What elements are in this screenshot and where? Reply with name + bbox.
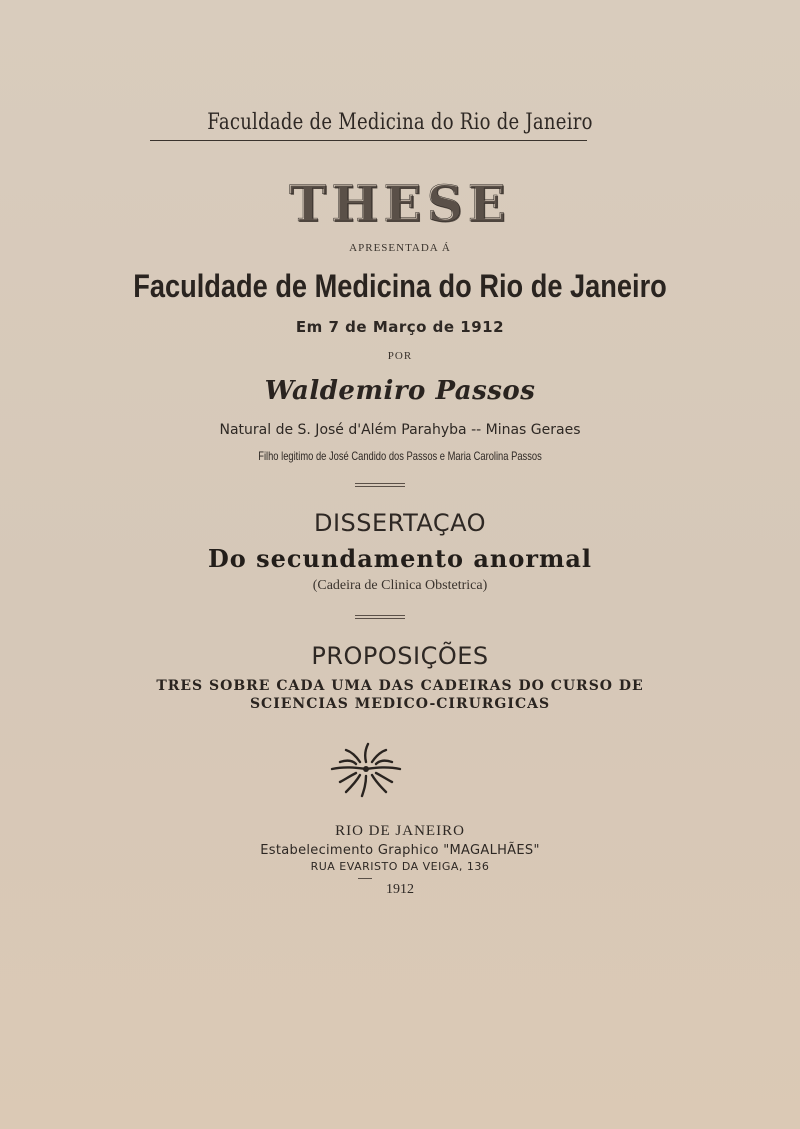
propositions-line-2: SCIENCIAS MEDICO-CIRURGICAS [249,696,551,712]
presentation-date: Em 7 de Março de 1912 [295,318,505,336]
section-divider [355,615,405,619]
author-name: Waldemiro Passos [264,376,536,406]
institution-header: Faculdade de Medicina do Rio de Janeiro [207,110,593,135]
year-rule [358,878,372,879]
author-origin: Natural de S. José d'Além Parahyba -- Minas Geraes [219,422,581,438]
imprint-printer: Estabelecimento Graphico "MAGALHÃES" [260,843,540,858]
dissertation-chair: (Cadeira de Clinica Obstetrica) [312,578,488,593]
presented-to-label: APRESENTADA Á [349,242,451,254]
header-rule [150,140,587,141]
author-parents: Filho legitimo de José Candido dos Passos e Maria Carolina Passos [258,449,542,463]
document-title: THESE [289,174,511,233]
dissertation-heading: DISSERTAÇAO [313,509,487,537]
imprint-year: 1912 [386,882,414,897]
propositions-text [0,677,800,713]
floral-ornament-icon [326,740,406,800]
section-divider [355,483,405,487]
by-label: POR [387,350,413,362]
dissertation-subject: Do secundamento anormal [207,544,593,573]
propositions-heading: PROPOSIÇÕES [311,642,489,670]
faculty-name: Faculdade de Medicina do Rio de Janeiro [133,268,667,304]
imprint-address: RUA EVARISTO DA VEIGA, 136 [310,860,490,873]
propositions-line-1: TRES SOBRE CADA UMA DAS CADEIRAS DO CURSO DE [156,678,644,694]
imprint-city: RIO DE JANEIRO [335,823,465,839]
